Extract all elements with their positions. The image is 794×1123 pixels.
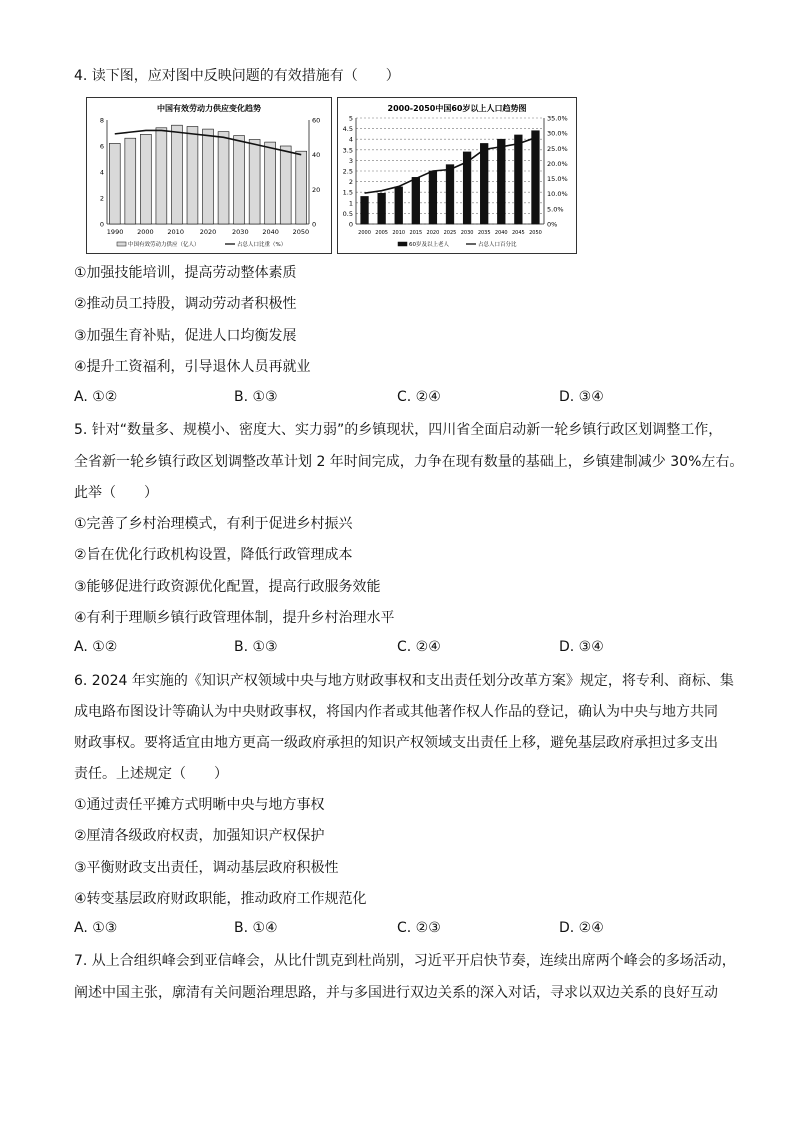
- bar: [532, 131, 540, 224]
- y-tick-label: 2.5: [342, 167, 353, 176]
- bar: [249, 140, 260, 225]
- bar: [156, 128, 167, 224]
- bar: [515, 135, 523, 224]
- y-tick-label: 1.5: [342, 188, 353, 197]
- legend-bar-swatch: [117, 242, 126, 246]
- option-c[interactable]: C. ②③: [397, 920, 441, 936]
- bar: [280, 146, 291, 224]
- y-tick-label: 2: [348, 178, 353, 187]
- bar: [203, 129, 214, 224]
- option-b[interactable]: B. ①③: [234, 389, 278, 405]
- elderly-population-chart: [337, 97, 577, 254]
- bar: [171, 125, 182, 224]
- y-tick-label: 8: [99, 116, 104, 125]
- x-tick-label: 2030: [232, 228, 249, 236]
- y2-tick-label: 5.0%: [547, 205, 564, 214]
- option-d[interactable]: D. ②④: [559, 920, 604, 936]
- option-c[interactable]: C. ②④: [397, 389, 441, 405]
- option-b[interactable]: B. ①③: [234, 639, 278, 655]
- y2-tick-label: 30.0%: [547, 129, 568, 138]
- legend-bar-swatch: [398, 242, 407, 246]
- bar: [497, 139, 505, 224]
- labor-supply-chart-svg: [87, 98, 331, 253]
- q6-item-4: ④转变基层政府财政职能，推动政府工作规范化: [74, 891, 367, 907]
- y-tick-label: 5: [348, 114, 353, 123]
- bar: [265, 142, 276, 224]
- bar: [412, 177, 420, 224]
- q7-stem-line-2: 阐述中国主张，廓清有关问题治理思路，并与多国进行双边关系的深入对话，寻求以双边关系的良好互动: [74, 985, 718, 1001]
- x-tick-label: 2005: [375, 230, 389, 236]
- labor-supply-chart: [86, 97, 332, 254]
- q6-item-3: ③平衡财政支出责任，调动基层政府积极性: [74, 860, 339, 876]
- q6-stem-line-3: 财政事权。要将适宜由地方更高一级政府承担的知识产权领域支出责任上移，避免基层政府承担过多支出: [74, 735, 718, 751]
- bar: [218, 132, 229, 224]
- x-tick-label: 2050: [292, 228, 310, 236]
- y-tick-label: 0: [348, 220, 353, 229]
- q6-options: [74, 920, 714, 940]
- y-tick-label: 4: [99, 168, 104, 177]
- option-d[interactable]: D. ③④: [559, 389, 604, 405]
- y2-tick-label: 20: [312, 185, 321, 194]
- q5-stem-line-3: 此举（ ）: [74, 485, 158, 501]
- q5-options: [74, 639, 714, 659]
- q5-item-4: ④有利于理顺乡镇行政管理体制，提升乡村治理水平: [74, 610, 395, 626]
- q5-stem-line-1: 5. 针对“数量多、规模小、密度大、实力弱”的乡镇现状，四川省全面启动新一轮乡镇行政区划调整工作，: [74, 422, 723, 438]
- y-tick-label: 6: [99, 142, 104, 151]
- x-tick-label: 2010: [392, 230, 406, 236]
- y2-tick-label: 40: [312, 151, 321, 160]
- legend-line-label: 占总人口百分比: [478, 242, 517, 248]
- elderly-population-chart-svg: [338, 98, 576, 253]
- x-tick-label: 2040: [262, 228, 279, 236]
- x-tick-label: 2025: [443, 230, 457, 236]
- bar: [395, 187, 403, 224]
- q5-stem-line-2: 全省新一轮乡镇行政区划调整改革计划 2 年时间完成，力争在现有数量的基础上，乡镇建制减少 30%左右。: [74, 454, 744, 470]
- y-tick-label: 4: [348, 135, 353, 144]
- x-tick-label: 2020: [199, 228, 217, 236]
- x-tick-label: 2035: [477, 230, 491, 236]
- q4-item-1: ①加强技能培训，提高劳动整体素质: [74, 265, 297, 281]
- q6-stem-line-1: 6. 2024 年实施的《知识产权领域中央与地方财政事权和支出责任划分改革方案》规定，将专利、商标、集: [74, 673, 734, 689]
- option-a[interactable]: A. ①②: [74, 389, 118, 405]
- y2-tick-label: 10.0%: [547, 190, 568, 199]
- bar: [361, 196, 369, 224]
- q5-item-2: ②旨在优化行政机构设置，降低行政管理成本: [74, 547, 353, 563]
- y-tick-label: 0.5: [342, 209, 353, 218]
- y-tick-label: 0: [99, 220, 104, 229]
- option-b[interactable]: B. ①④: [234, 920, 278, 936]
- y2-tick-label: 25.0%: [547, 144, 568, 153]
- bar: [234, 136, 245, 224]
- y2-tick-label: 35.0%: [547, 114, 568, 123]
- bar: [187, 127, 198, 225]
- q4-item-3: ③加强生育补贴，促进人口均衡发展: [74, 328, 297, 344]
- option-c[interactable]: C. ②④: [397, 639, 441, 655]
- legend-bar-label: 60岁及以上老人: [409, 242, 449, 248]
- q4-item-2: ②推动员工持股，调动劳动者积极性: [74, 296, 297, 312]
- y-tick-label: 4.5: [342, 125, 353, 134]
- q5-item-3: ③能够促进行政资源优化配置，提高行政服务效能: [74, 579, 381, 595]
- q7-stem-line-1: 7. 从上合组织峰会到亚信峰会，从比什凯克到杜尚别，习近平开启快节奏，连续出席两个峰会的多场活动，: [74, 953, 736, 969]
- x-tick-label: 2000: [137, 228, 154, 236]
- x-tick-label: 2000: [358, 230, 371, 236]
- x-tick-label: 2030: [460, 230, 474, 236]
- bar: [125, 138, 136, 224]
- y2-tick-label: 20.0%: [547, 159, 568, 168]
- x-tick-label: 2040: [494, 230, 508, 236]
- bar: [480, 143, 488, 224]
- q4-item-4: ④提升工资福利，引导退休人员再就业: [74, 359, 311, 375]
- bar: [140, 134, 151, 224]
- y2-tick-label: 0: [312, 220, 317, 229]
- y2-tick-label: 15.0%: [547, 175, 568, 184]
- q4-options: [74, 389, 714, 409]
- x-tick-label: 2010: [167, 228, 184, 236]
- option-a[interactable]: A. ①③: [74, 920, 118, 936]
- option-d[interactable]: D. ③④: [559, 639, 604, 655]
- legend-bar-label: 中国有效劳动力供应（亿人）: [128, 242, 200, 248]
- q4-stem: 4. 读下图，应对图中反映问题的有效措施有（ ）: [74, 68, 400, 84]
- y-tick-label: 1: [348, 199, 353, 208]
- bar: [429, 171, 437, 224]
- x-tick-label: 2015: [409, 230, 423, 236]
- x-tick-label: 2045: [511, 230, 525, 236]
- chart-title: 2000-2050中国60岁以上人口趋势图: [387, 104, 527, 113]
- bar: [446, 165, 454, 224]
- y-tick-label: 2: [99, 194, 104, 203]
- option-a[interactable]: A. ①②: [74, 639, 118, 655]
- x-tick-label: 2050: [529, 230, 542, 236]
- bar: [296, 151, 307, 224]
- y-tick-label: 3: [348, 156, 353, 165]
- bar: [378, 193, 386, 224]
- q6-item-1: ①通过责任平摊方式明晰中央与地方事权: [74, 797, 325, 813]
- bar: [109, 143, 120, 224]
- x-tick-label: 2020: [426, 230, 440, 236]
- q6-item-2: ②厘清各级政府权责，加强知识产权保护: [74, 828, 325, 844]
- chart-title: 中国有效劳动力供应变化趋势: [157, 104, 261, 113]
- q6-stem-line-4: 责任。上述规定（ ）: [74, 766, 228, 782]
- x-tick-label: 1990: [106, 228, 124, 236]
- q5-item-1: ①完善了乡村治理模式，有利于促进乡村振兴: [74, 516, 353, 532]
- q6-stem-line-2: 成电路布图设计等确认为中央财政事权，将国内作者或其他著作权人作品的登记，确认为中央与地方共同: [74, 704, 718, 720]
- y2-tick-label: 0%: [547, 220, 558, 229]
- y-tick-label: 3.5: [342, 146, 353, 155]
- legend-line-label: 占总人口比重（%）: [237, 242, 287, 248]
- y2-tick-label: 60: [312, 116, 321, 125]
